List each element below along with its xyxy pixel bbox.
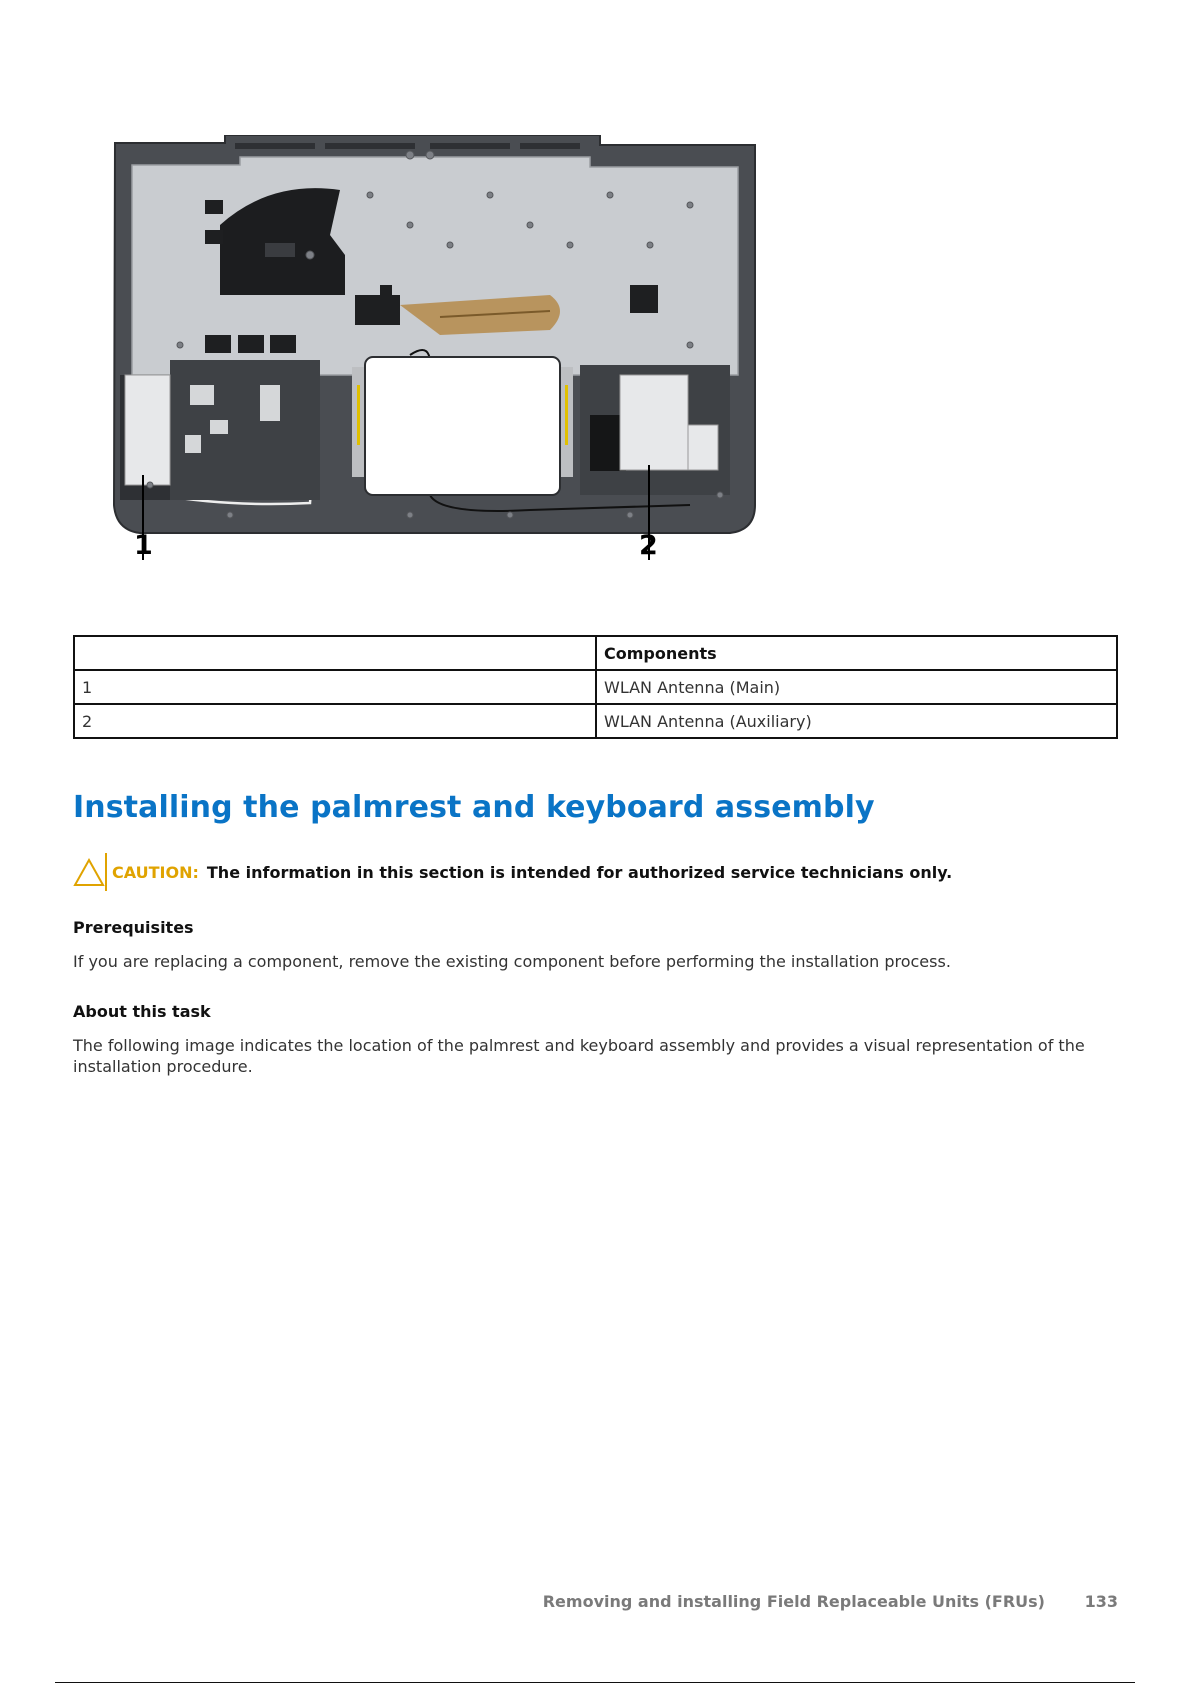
section-title: Installing the palmrest and keyboard assembly <box>73 790 875 825</box>
about-task-heading: About this task <box>73 1002 211 1021</box>
about-task-text: The following image indicates the location of the palmrest and keyboard assembly and provides a visual representation of the installation procedure. <box>73 1036 1085 1076</box>
warning-triangle-icon <box>73 854 105 890</box>
prerequisites-text: If you are replacing a component, remove the existing component before performing the installation process. <box>73 952 951 971</box>
caution-label: CAUTION: <box>112 862 199 882</box>
prerequisites-heading: Prerequisites <box>73 918 194 937</box>
caution-notice <box>73 852 952 892</box>
table-header-cell: Components <box>596 636 1117 670</box>
table-header-cell <box>74 636 596 670</box>
table-header-row <box>74 636 1117 670</box>
footer-chapter-title: Removing and installing Field Replaceable Units (FRUs) <box>542 1592 1045 1611</box>
table-row <box>74 670 1117 704</box>
table-cell: 2 <box>74 704 596 738</box>
footer-page-number: 133 <box>1084 1592 1118 1611</box>
components-table <box>73 635 1118 739</box>
callout-2: 2 <box>639 530 658 561</box>
callout-1: 1 <box>134 530 153 561</box>
table-cell: 1 <box>74 670 596 704</box>
table-cell: WLAN Antenna (Main) <box>596 670 1117 704</box>
footer-divider <box>55 1682 1135 1683</box>
caution-text: The information in this section is intended for authorized service technicians only. <box>206 862 953 882</box>
palmrest-illustration <box>110 135 760 605</box>
table-row <box>74 704 1117 738</box>
table-cell: WLAN Antenna (Auxiliary) <box>596 704 1117 738</box>
palmrest-keyboard-assembly-figure <box>110 135 760 605</box>
caution-divider <box>105 853 107 891</box>
